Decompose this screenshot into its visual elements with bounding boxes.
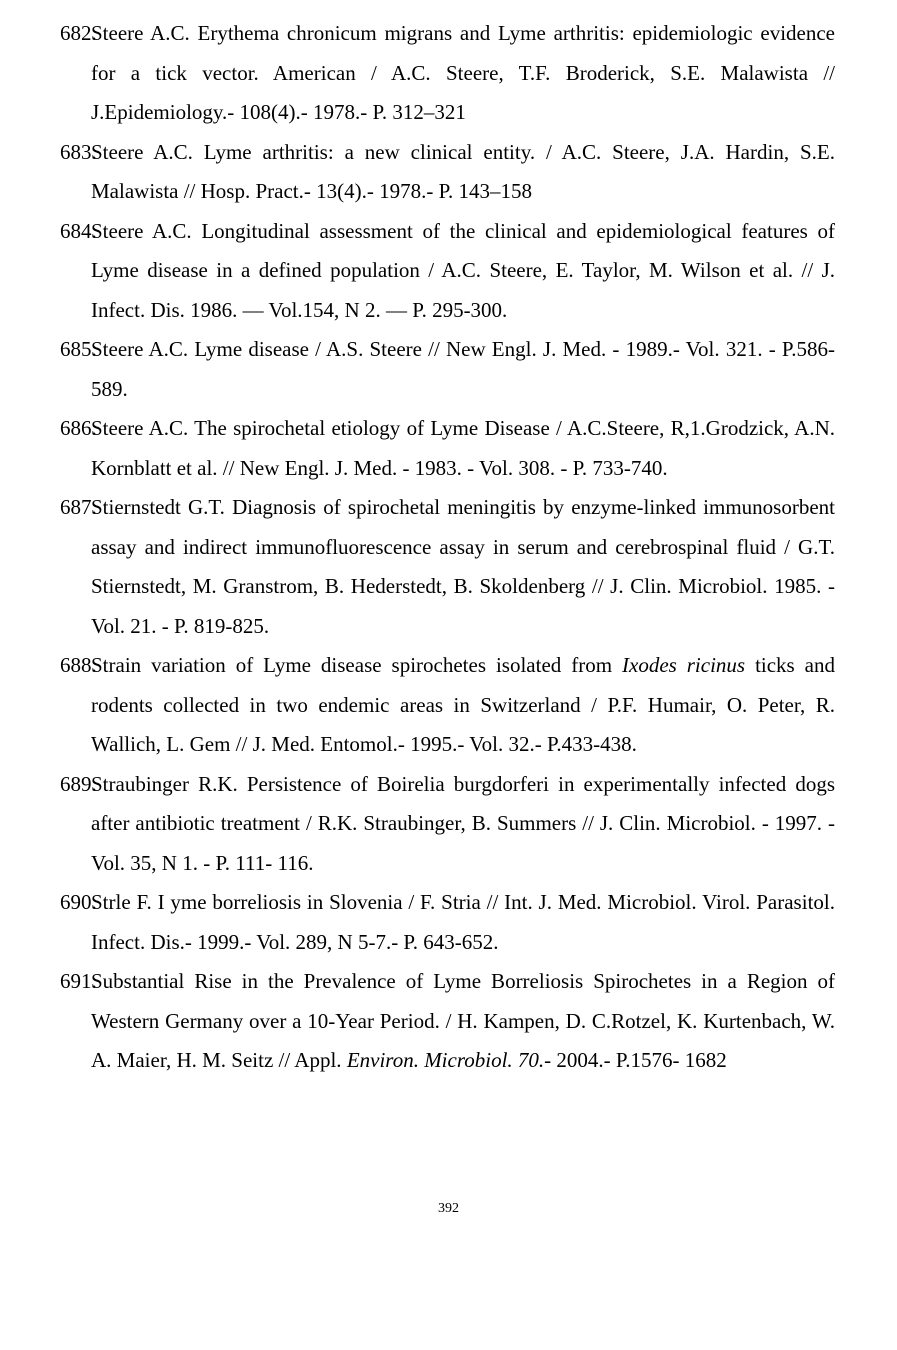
reference-text-part: ticks and rodents collected in two endemic areas in Switzerland / P.F. Humair, O. Peter, R. Wallich, L. Gem // J. Med. Entomol.- 1995.- Vol. 32.- P.433-438. [91, 653, 835, 756]
reference-number: 683. [60, 139, 97, 164]
reference-item [60, 765, 835, 884]
reference-number: 691. [60, 969, 97, 993]
reference-text: Strle F. I yme borreliosis in Slovenia / F. Stria // Int. J. Med. Microbiol. Virol. Parasitol. Infect. Dis.- 1999.- Vol. 289, N 5-7.- P. 643-652. [91, 890, 835, 954]
reference-text: Steere A.C. Erythema chronicum migrans and Lyme arthritis: epidemiologic evidence for a tick vector. American / A.C. Steere, T.F. Broderick, S.E. Malawista // J.Epidemiology.- 108(4).- 1978.- P. 312–321 [91, 21, 835, 124]
reference-item [60, 646, 835, 765]
reference-item [60, 14, 835, 133]
reference-item [60, 488, 835, 646]
reference-number: 685. [60, 337, 97, 361]
reference-number: 690. [60, 890, 97, 914]
reference-text: Steere A.C. The spirochetal etiology of Lyme Disease / A.C.Steere, R,1.Grodzick, A.N. Kornblatt et al. // New Engl. J. Med. - 1983. - Vol. 308. - P. 733-740. [91, 416, 835, 480]
reference-text-part: 2004.- P.1576- 1682 [551, 1048, 727, 1072]
reference-number: 686. [60, 416, 97, 440]
reference-text: Straubinger R.K. Persistence of Boirelia burgdorferi in experimentally infected dogs after antibiotic treatment / R.K. Straubinger, B. Summers // J. Clin. Microbiol. - 1997. - Vol. 35, N 1. - P. 111- 116. [91, 771, 835, 875]
reference-text [91, 962, 835, 1081]
reference-item [60, 409, 835, 488]
reference-number: 689. [60, 771, 97, 796]
reference-item [60, 133, 835, 212]
reference-number: 684. [60, 218, 97, 243]
reference-text-part: Strain variation of Lyme disease spirochetes isolated from [91, 653, 622, 677]
reference-text: Steere A.C. Longitudinal assessment of the clinical and epidemiological features of Lyme disease in a defined population / A.C. Steere, E. Taylor, M. Wilson et al. // J. Infect. Dis. 1986. — Vol.154, N 2. — P. 295-300. [91, 218, 835, 322]
page-number: 392 [438, 1201, 459, 1216]
reference-item [60, 962, 835, 1081]
reference-text: Stiernstedt G.T. Diagnosis of spirochetal meningitis by enzyme-linked immunosorbent assay and indirect immunofluorescence assay in serum and cerebrospinal fluid / G.T. Stiernstedt, M. Granstrom, B. Hederstedt, B. Skoldenberg // J. Clin. Microbiol. 1985. - Vol. 21. - P. 819-825. [91, 495, 835, 638]
species-name-italic: Ixodes ricinus [622, 653, 746, 677]
journal-name-italic: Environ. Microbiol. 70.- [346, 1048, 552, 1072]
reference-text [91, 646, 835, 765]
reference-number: 688. [60, 653, 97, 677]
reference-item [60, 330, 835, 409]
reference-item [60, 212, 835, 331]
reference-number: 682. [60, 21, 97, 45]
reference-text: Steere A.C. Lyme disease / A.S. Steere // New Engl. J. Med. - 1989.- Vol. 321. - P.586-589. [91, 337, 835, 401]
reference-number: 687. [60, 495, 97, 519]
reference-text-part: Substantial Rise in the Prevalence of Lyme Borreliosis Spirochetes in a Region of Western Germany over a 10-Year Period. / H. Kampen, D. C.Rotzel, K. Kurtenbach, W. A. Maier, H. M. Seitz // Appl. [91, 969, 835, 1072]
reference-text: Steere A.C. Lyme arthritis: a new clinical entity. / A.C. Steere, J.A. Hardin, S.E. Malawista // Hosp. Pract.- 13(4).- 1978.- P. 143–158 [91, 139, 835, 203]
reference-item [60, 883, 835, 962]
reference-list [60, 14, 835, 1081]
